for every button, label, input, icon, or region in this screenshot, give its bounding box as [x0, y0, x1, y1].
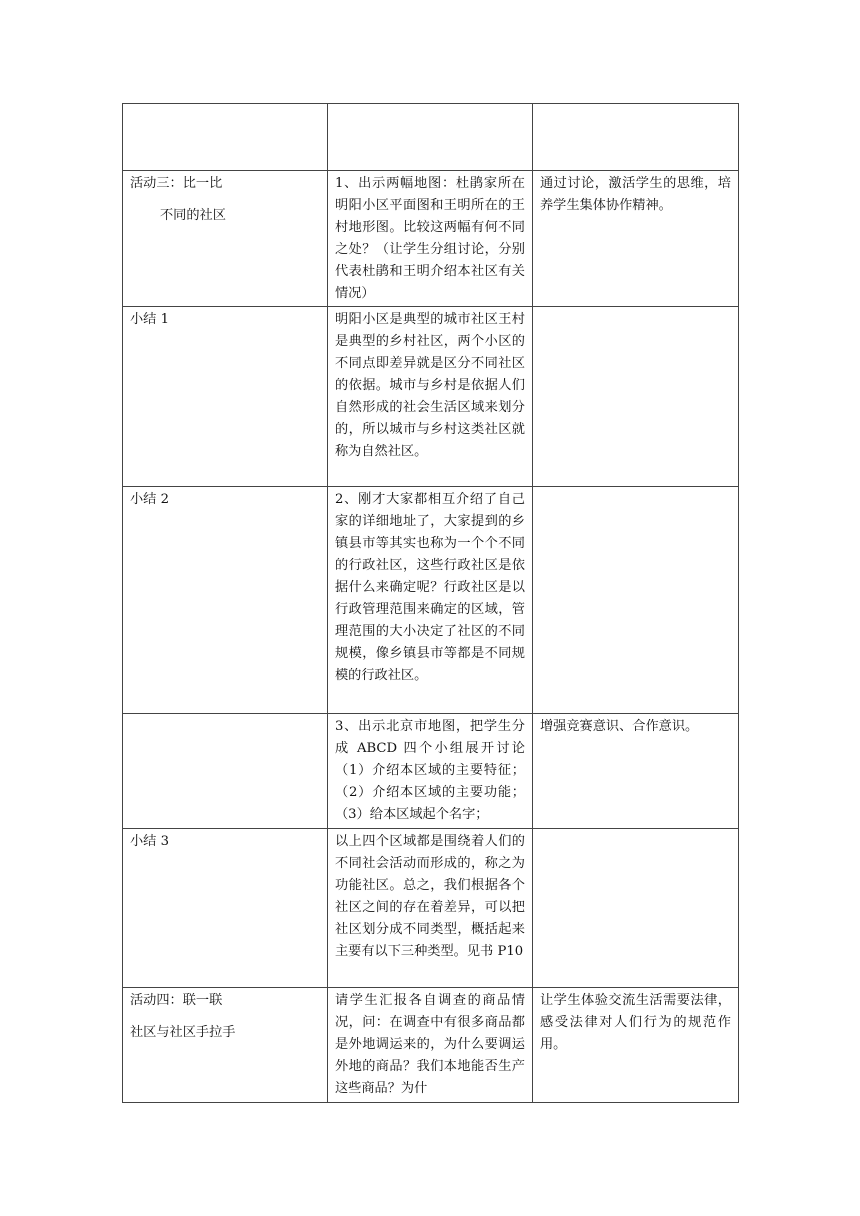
- design-intent: 通过讨论，激活学生的思维，培养学生集体协作精神。: [540, 176, 731, 213]
- table-row: [123, 307, 739, 487]
- table-cell: [328, 487, 533, 714]
- table-cell: [328, 307, 533, 487]
- table-cell: [328, 829, 533, 988]
- table-cell: [328, 988, 533, 1103]
- table-cell: [123, 829, 328, 988]
- table-cell: [123, 487, 328, 714]
- table-cell: [123, 988, 328, 1103]
- table-cell: [533, 104, 739, 171]
- lesson-plan-table: [122, 103, 739, 1103]
- activity-title: 活动三：比一比: [130, 176, 223, 191]
- table-cell: [328, 104, 533, 171]
- table-row: [123, 104, 739, 171]
- teaching-content: 3、出示北京市地图，把学生分成 ABCD 四个小组展开讨论（1）介绍本区域的主要特征；（2）介绍本区域的主要功能；（3）给本区域起个名字；: [335, 719, 525, 822]
- summary-title: 小结 2: [130, 492, 169, 507]
- design-intent: 增强竞赛意识、合作意识。: [540, 719, 699, 734]
- teaching-content: 2、刚才大家都相互介绍了自己家的详细地址了，大家提到的乡镇县市等其实也称为一个个不同的行政社区，这些行政社区是依据什么来确定呢？行政社区是以行政管理范围来确定的区域，管理范围的大小决定了社区的不同规模，像乡镇县市等都是不同规模的行政社区。: [335, 492, 525, 683]
- teaching-content: 请学生汇报各自调查的商品情况，问：在调查中有很多商品都是外地调运来的，为什么要调运外地的商品？我们本地能否生产这些商品？为什: [335, 993, 525, 1096]
- table-row: [123, 714, 739, 829]
- table-cell: [328, 714, 533, 829]
- table-cell: [533, 307, 739, 487]
- activity-subtitle: 社区与社区手拉手: [130, 1025, 236, 1040]
- table-cell: [533, 171, 739, 307]
- table-cell: [123, 171, 328, 307]
- table-cell: [533, 829, 739, 988]
- activity-title: 活动四：联一联: [130, 993, 223, 1008]
- activity-subtitle: 不同的社区: [160, 208, 226, 223]
- table-cell: [123, 307, 328, 487]
- table-cell: [328, 171, 533, 307]
- teaching-content: 明阳小区是典型的城市社区王村是典型的乡村社区，两个小区的不同点即差异就是区分不同社区的依据。城市与乡村是依据人们自然形成的社会生活区域来划分的，所以城市与乡村这类社区就称为自然社区。: [335, 312, 525, 459]
- table-row: [123, 829, 739, 988]
- table-cell: [533, 714, 739, 829]
- teaching-content: 以上四个区域都是围绕着人们的不同社会活动而形成的，称之为功能社区。总之，我们根据各个社区之间的存在着差异，可以把社区划分成不同类型，概括起来主要有以下三种类型。见书 P10: [335, 834, 525, 959]
- table-cell: [533, 487, 739, 714]
- summary-title: 小结 1: [130, 312, 169, 327]
- table-row: [123, 171, 739, 307]
- table-cell: [123, 714, 328, 829]
- design-intent: 让学生体验交流生活需要法律，感受法律对人们行为的规范作用。: [540, 993, 731, 1052]
- table-row: [123, 487, 739, 714]
- table-row: [123, 988, 739, 1103]
- summary-title: 小结 3: [130, 834, 169, 849]
- teaching-content: 1、出示两幅地图：杜鹃家所在明阳小区平面图和王明所在的王村地形图。比较这两幅有何不同之处？（让学生分组讨论，分别代表杜鹃和王明介绍本社区有关情况）: [335, 176, 525, 301]
- table-cell: [533, 988, 739, 1103]
- table-cell: [123, 104, 328, 171]
